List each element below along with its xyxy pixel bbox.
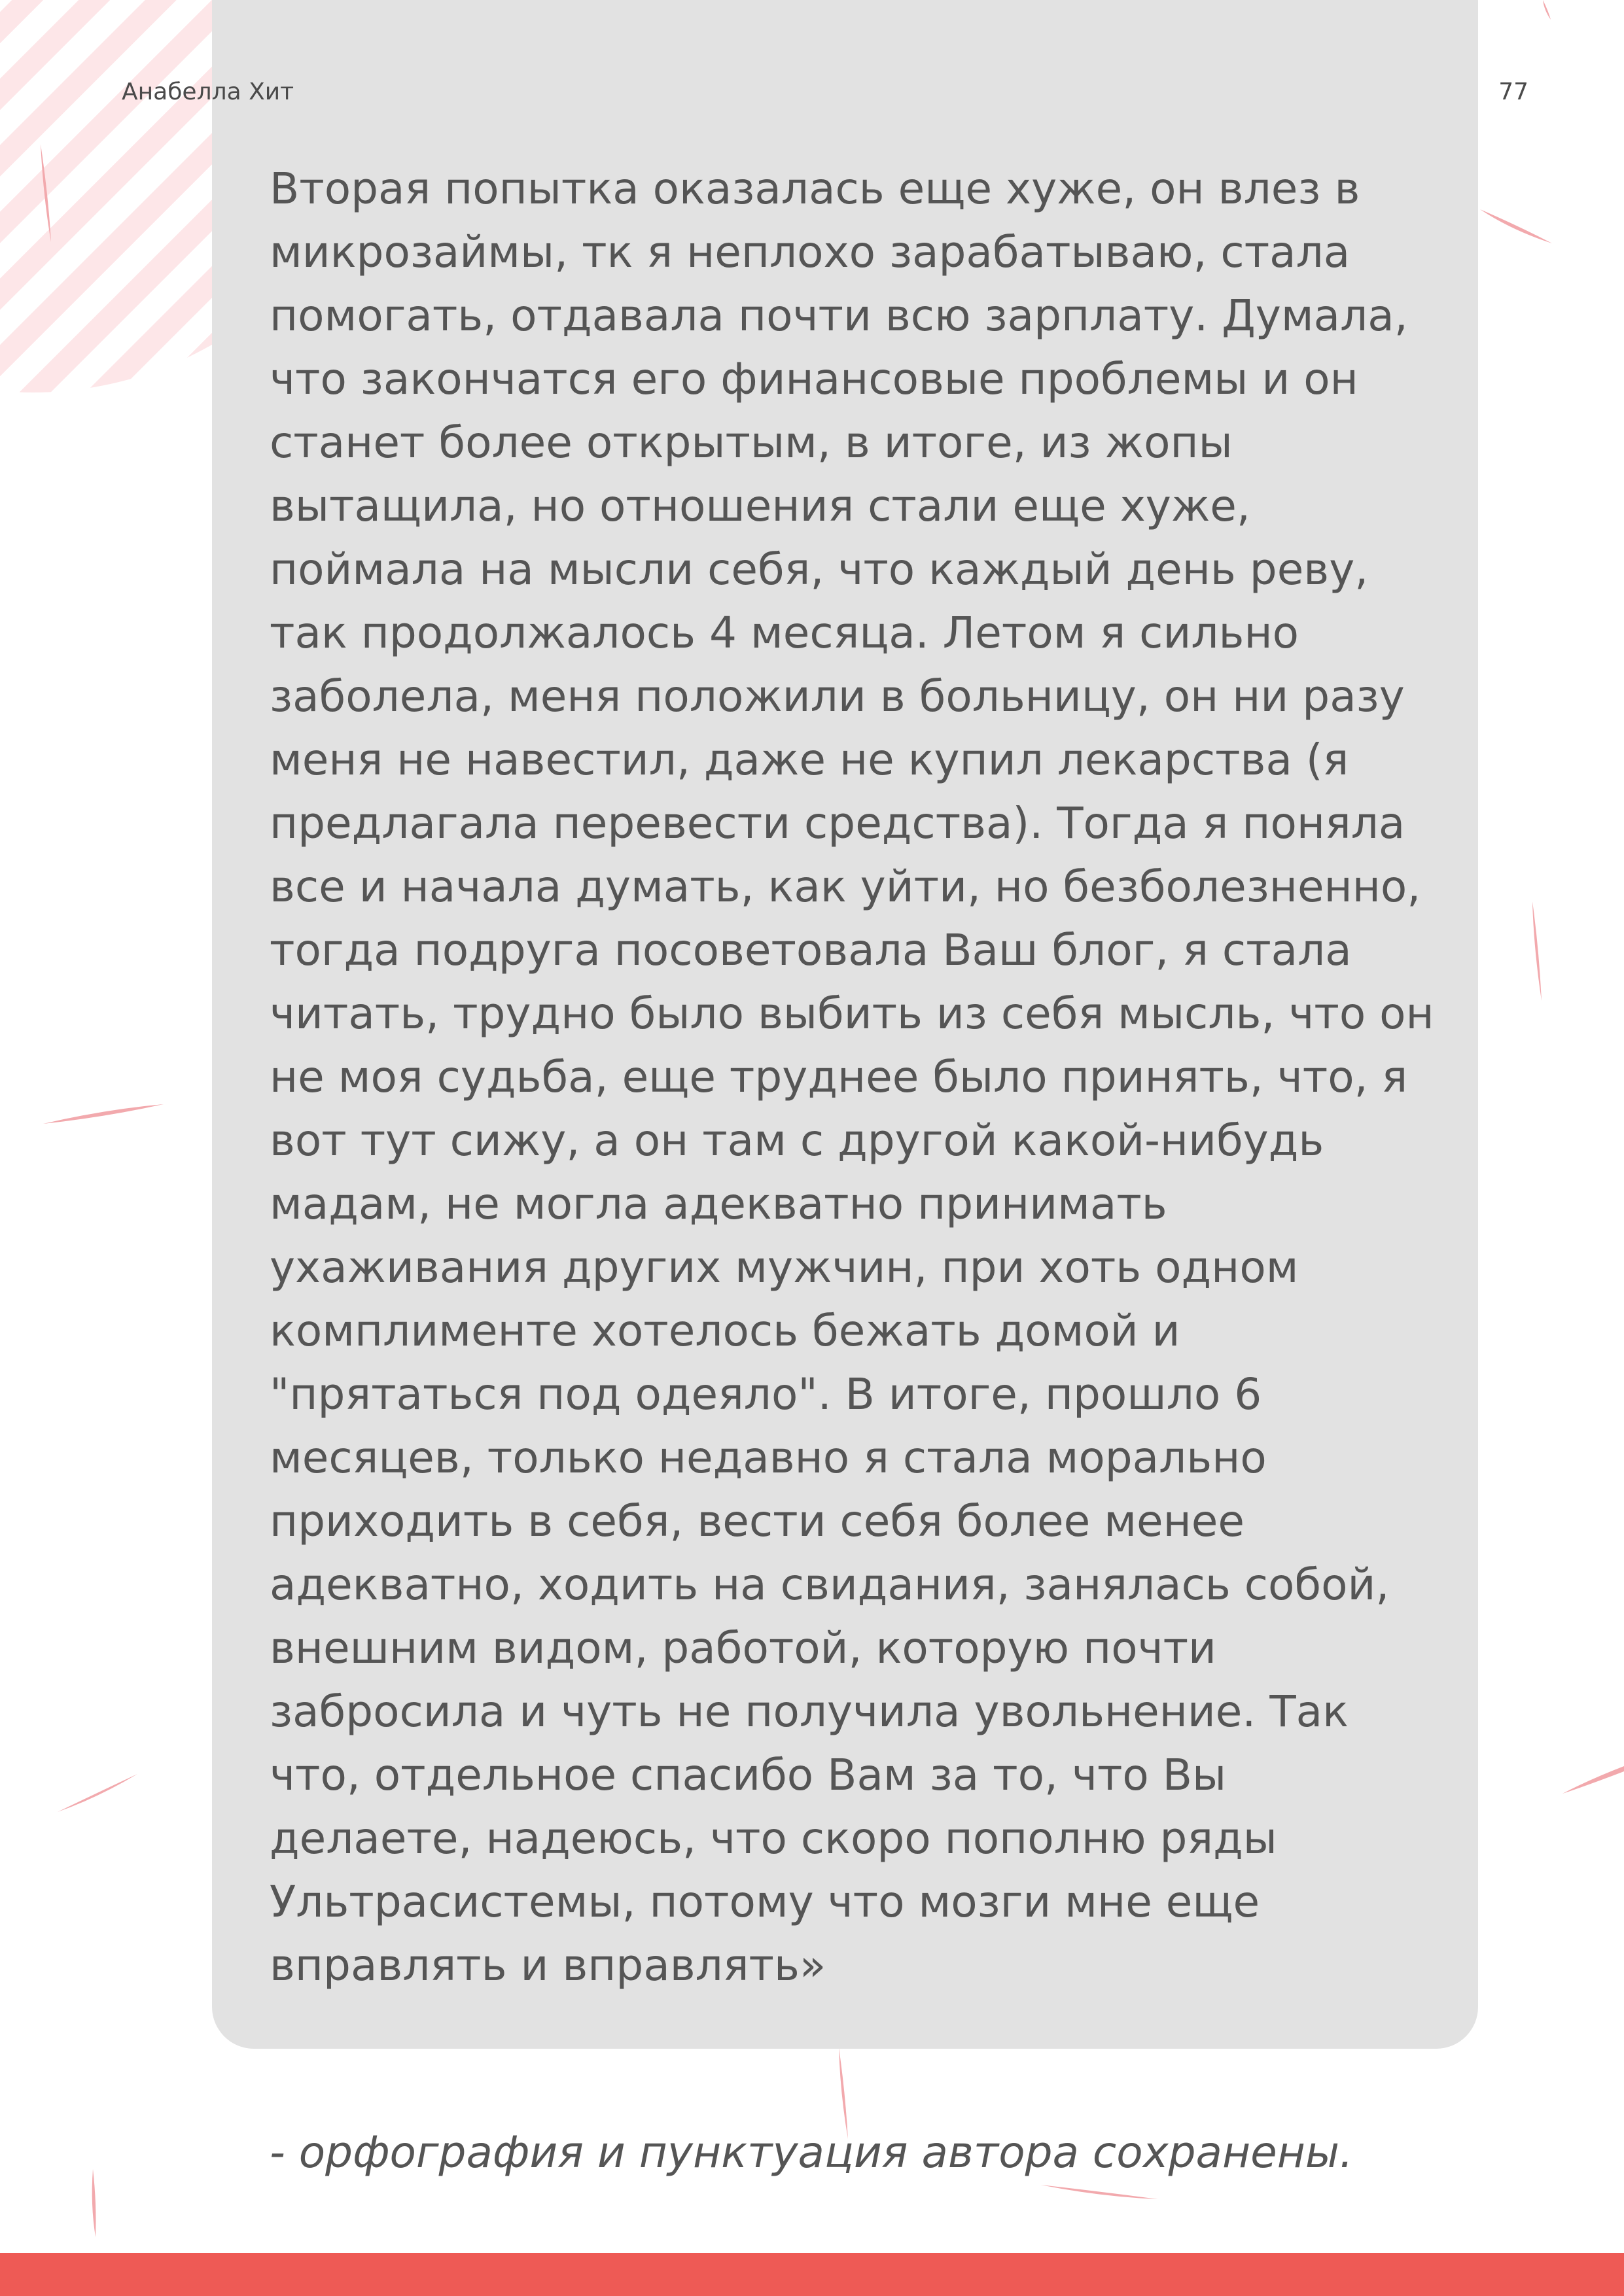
- testimonial-text: Вторая попытка оказалась еще хуже, он влез в микрозаймы, тк я неплохо зарабатываю, стала помогать, отдавала почти всю зарплату. Думала, что закончатся его финансовые проблемы и он станет более открытым, в итоге, из жопы вытащила, но отношения стали еще хуже, поймала на мысли себя, что каждый день реву, так продолжалось 4 месяца. Летом я сильно заболела, меня положили в больницу, он ни разу меня не навестил, даже не купил лекарства (я предлагала перевести средства). Тогда я поняла все и начала думать, как уйти, но безболезненно, тогда подруга посоветовала Ваш блог, я стала читать, трудно было выбить из себя мысль, что он не моя судьба, еще труднее было принять, что, я вот тут сижу, а он там с другой какой-нибудь мадам, не могла адекватно принимать ухаживания других мужчин, при хоть одном комплименте хотелось бежать домой и "прятаться под одеяло". В итоге, прошло 6 месяцев, только недавно я стала морально приходить в себя, вести себя более менее адекватно, ходить на свидания, занялась собой, внешним видом, работой, которую почти забросила и чуть не получила увольнение. Так что, отдельное спасибо Вам за то, что Вы делаете, надеюсь, что скоро пополню ряды Ультрасистемы, потому что мозги мне еще вправлять и вправлять»: [270, 164, 1434, 1991]
- petal-left-low: [58, 1774, 137, 1812]
- page-number: 77: [1498, 78, 1528, 105]
- petal-bottom-left: [92, 2169, 96, 2237]
- petal-right-top: [1480, 209, 1552, 243]
- petal-left-mid: [43, 1104, 164, 1124]
- petal-right-low: [1562, 1766, 1624, 1794]
- petal-bottom-right: [1040, 2185, 1158, 2199]
- header-author: Анабелла Хит: [122, 78, 294, 105]
- petal-bottom-center: [839, 2047, 848, 2139]
- author-spelling-note: - орфография и пунктуация автора сохранены.: [270, 2127, 1353, 2178]
- bottom-accent-bar: [0, 2253, 1624, 2296]
- petal-top-right-corner: [1543, 0, 1551, 20]
- petal-right-mid: [1532, 901, 1542, 1001]
- petal-left-top: [41, 144, 51, 242]
